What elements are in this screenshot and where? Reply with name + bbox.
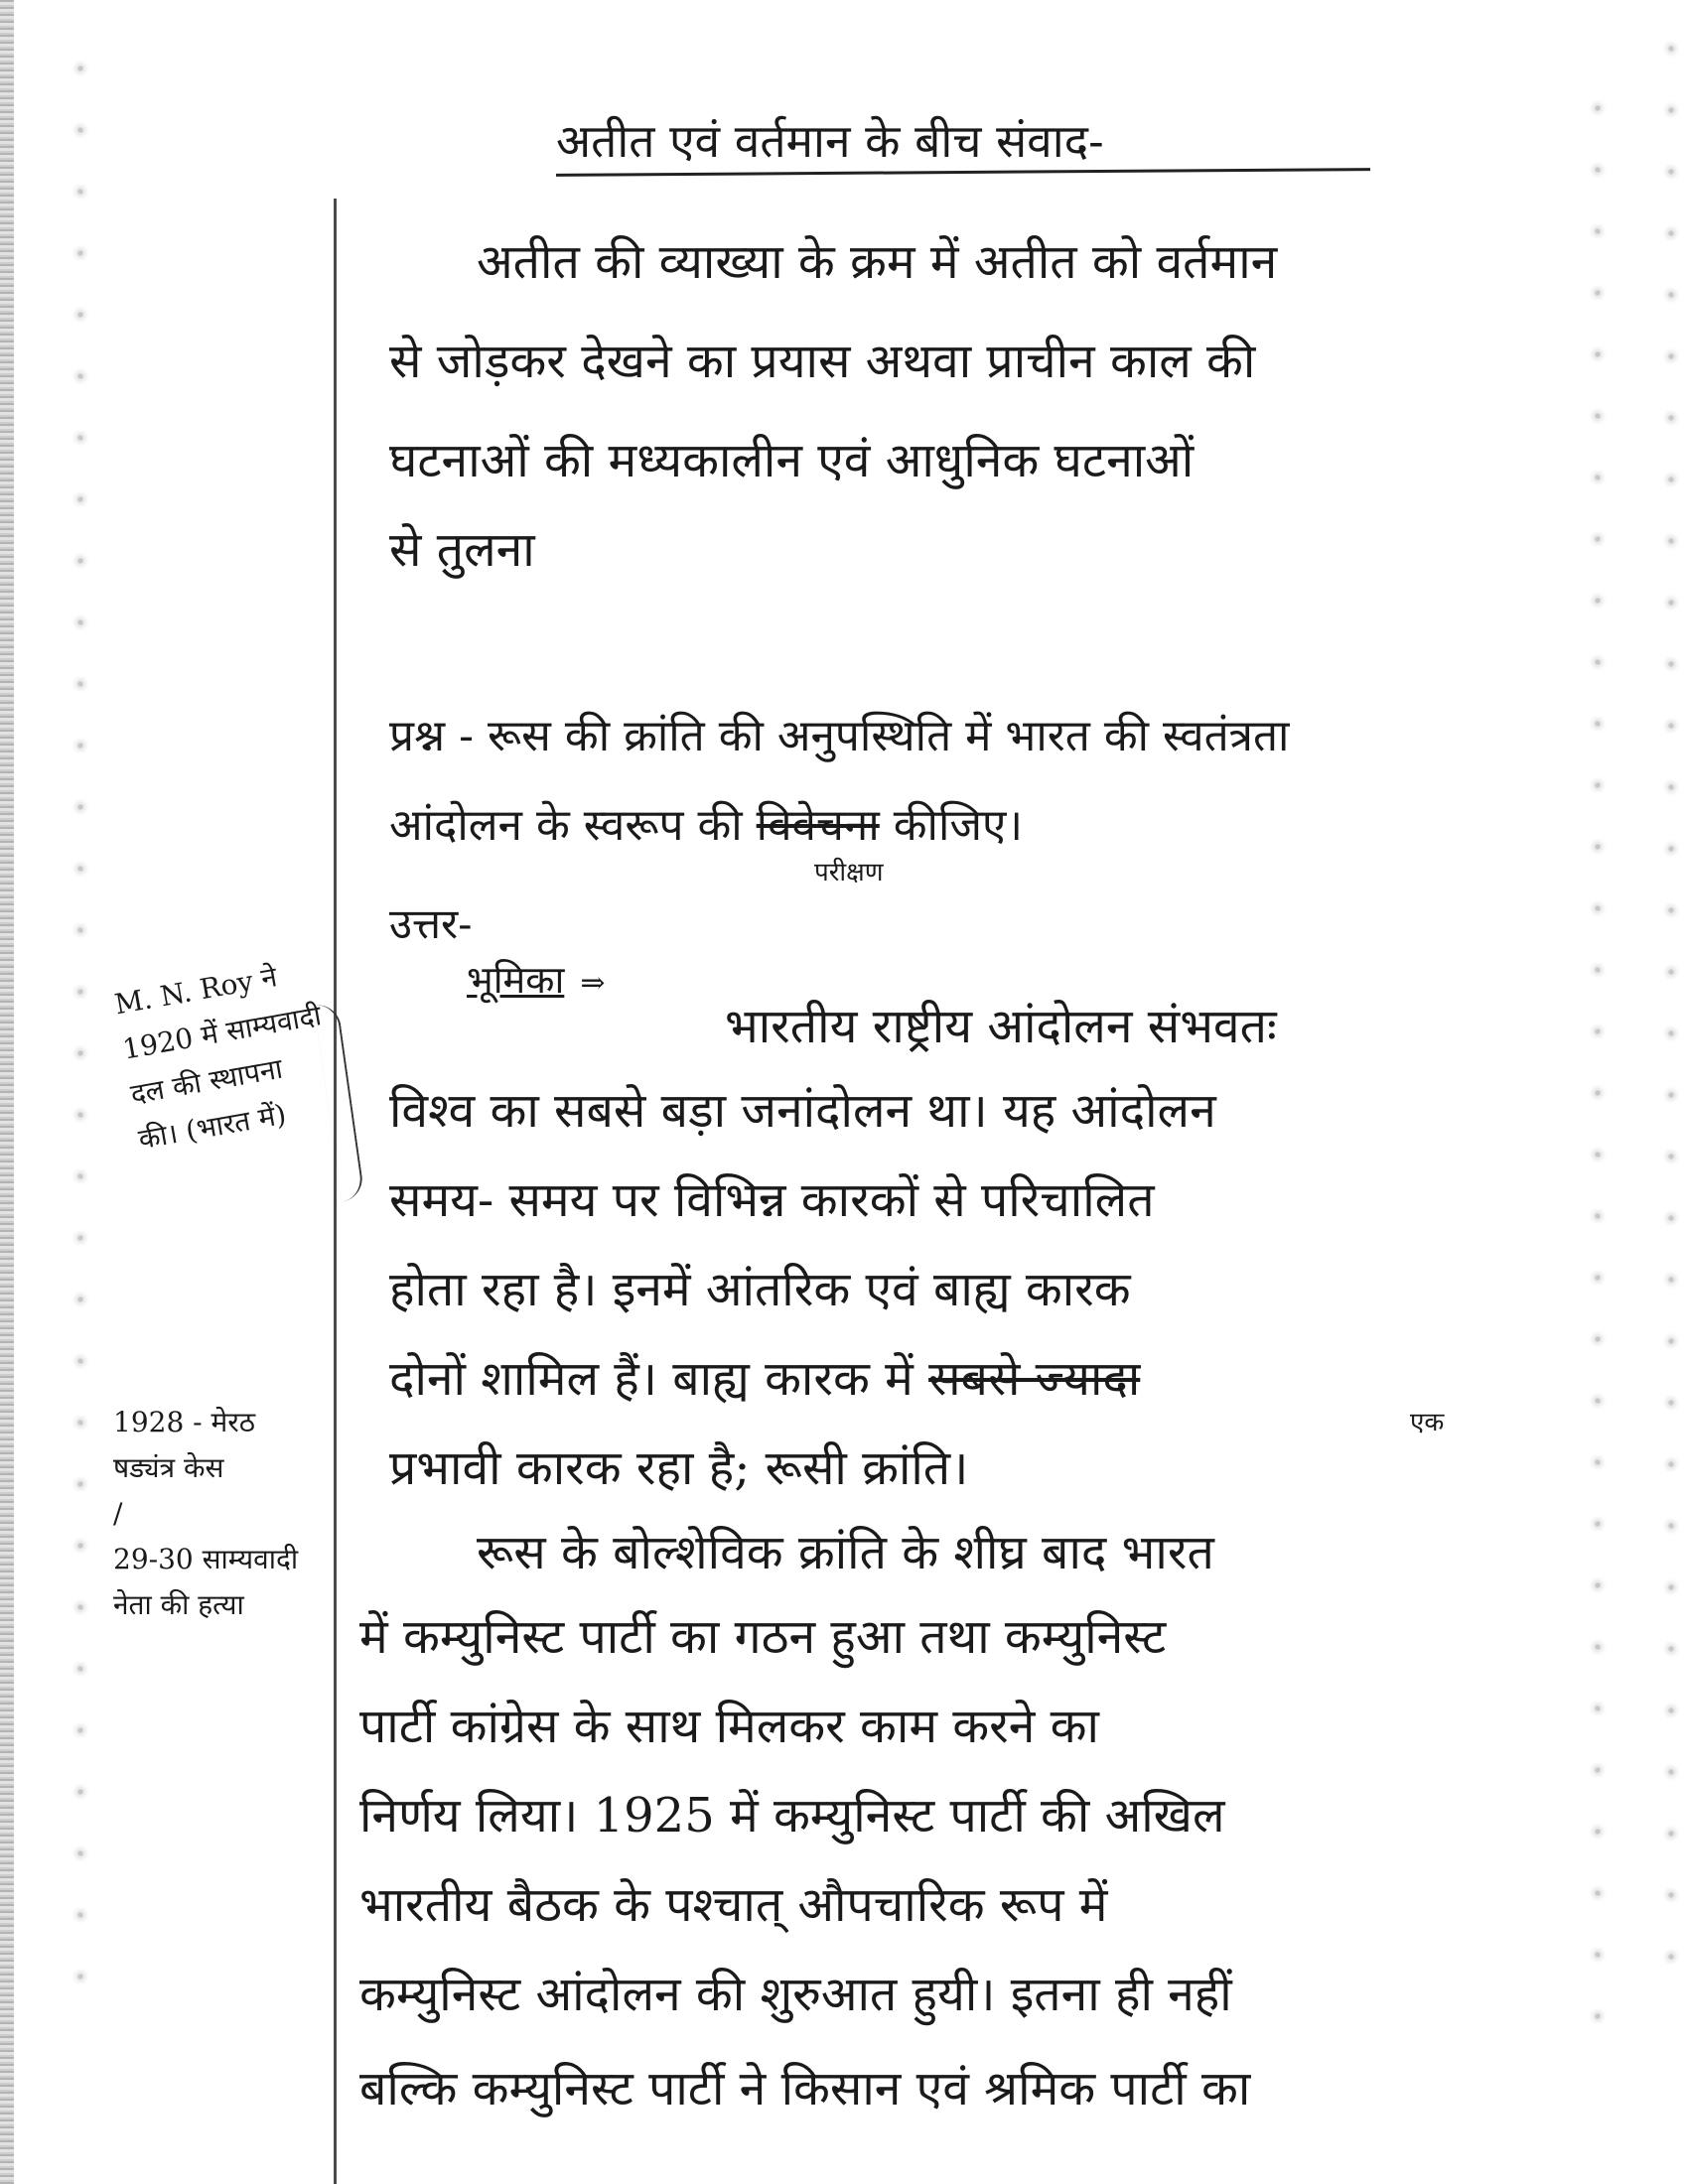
para2-line-6: कम्युनिस्ट आंदोलन की शुरुआत हुयी। इतना ही नहीं (359, 1967, 1232, 2022)
body-line-3: होता रहा है। इनमें आंतरिक एवं बाह्य कारक (389, 1262, 1131, 1317)
para2-line-1: रूस के बोल्शेविक क्रांति के शीघ्र बाद भारत (477, 1525, 1214, 1580)
body-line-4-text: दोनों शामिल हैं। बाह्य कारक में (389, 1351, 929, 1407)
definition-line-2: से जोड़कर देखने का प्रयास अथवा प्राचीन काल की (389, 334, 1256, 389)
inserted-word: एक (1410, 1408, 1445, 1437)
question-line-2-suffix: कीजिए। (879, 800, 1023, 851)
intro-heading-row (467, 958, 606, 1002)
para2-line-7: बल्कि कम्युनिस्ट पार्टी ने किसान एवं श्रमिक पार्टी का (359, 2061, 1251, 2116)
struck-word: विवेचना (756, 800, 880, 851)
intro-heading: भूमिका (467, 958, 565, 1002)
struck-phrase: सबसे ज्यादा (928, 1351, 1141, 1407)
arrow-icon: ⇒ (580, 966, 606, 1001)
margin-note-mn-roy: M. N. Roy ने 1920 में साम्यवादी दल की स्थापना की। (भारत में) (112, 960, 324, 1157)
page-title: अतीत एवं वर्तमान के बीच संवाद- (556, 114, 1104, 168)
body-line-4 (389, 1351, 1141, 1407)
question-line-2-prefix: आंदोलन के स्वरूप की (389, 800, 757, 851)
body-line-1: विश्व का सबसे बड़ा जनांदोलन था। यह आंदोलन (389, 1083, 1216, 1139)
right-perforation (1589, 99, 1618, 2144)
margin-note-meerut: 1928 - मेरठ षड्यंत्र केस / 29-30 साम्यवादी नेता की हत्या (113, 1406, 299, 1621)
definition-line-3: घटनाओं की मध्यकालीन एवं आधुनिक घटनाओं (389, 433, 1195, 488)
correction-note: परीक्षण (814, 858, 884, 887)
scan-edge-artifact (0, 0, 14, 2184)
intro-first-line: भारतीय राष्ट्रीय आंदोलन संभवतः (725, 999, 1277, 1054)
para2-line-3: पार्टी कांग्रेस के साथ मिलकर काम करने का (359, 1699, 1099, 1754)
para2-line-5: भारतीय बैठक के पश्चात् औपचारिक रूप में (359, 1877, 1108, 1933)
definition-line-1: अतीत की व्याख्या के क्रम में अतीत को वर्तमान (477, 234, 1278, 290)
body-line-5: प्रभावी कारक रहा है; रूसी क्रांति। (389, 1440, 969, 1496)
margin-rule (334, 199, 337, 2184)
right-edge-artifact (1662, 40, 1682, 2144)
question-line-2 (389, 800, 1023, 851)
para2-line-4: निर्णय लिया। 1925 में कम्युनिस्ट पार्टी की अखिल (359, 1788, 1225, 1843)
definition-line-4: से तुलना (389, 522, 535, 578)
question-line-1: प्रश्न - रूस की क्रांति की अनुपस्थिति में भारत की स्वतंत्रता (389, 711, 1290, 761)
para2-line-2: में कम्युनिस्ट पार्टी का गठन हुआ तथा कम्युनिस्ट (359, 1609, 1167, 1665)
answer-label: उत्तर- (389, 899, 473, 948)
body-line-2: समय- समय पर विभिन्न कारकों से परिचालित (389, 1172, 1155, 1228)
left-perforation (71, 60, 91, 2124)
